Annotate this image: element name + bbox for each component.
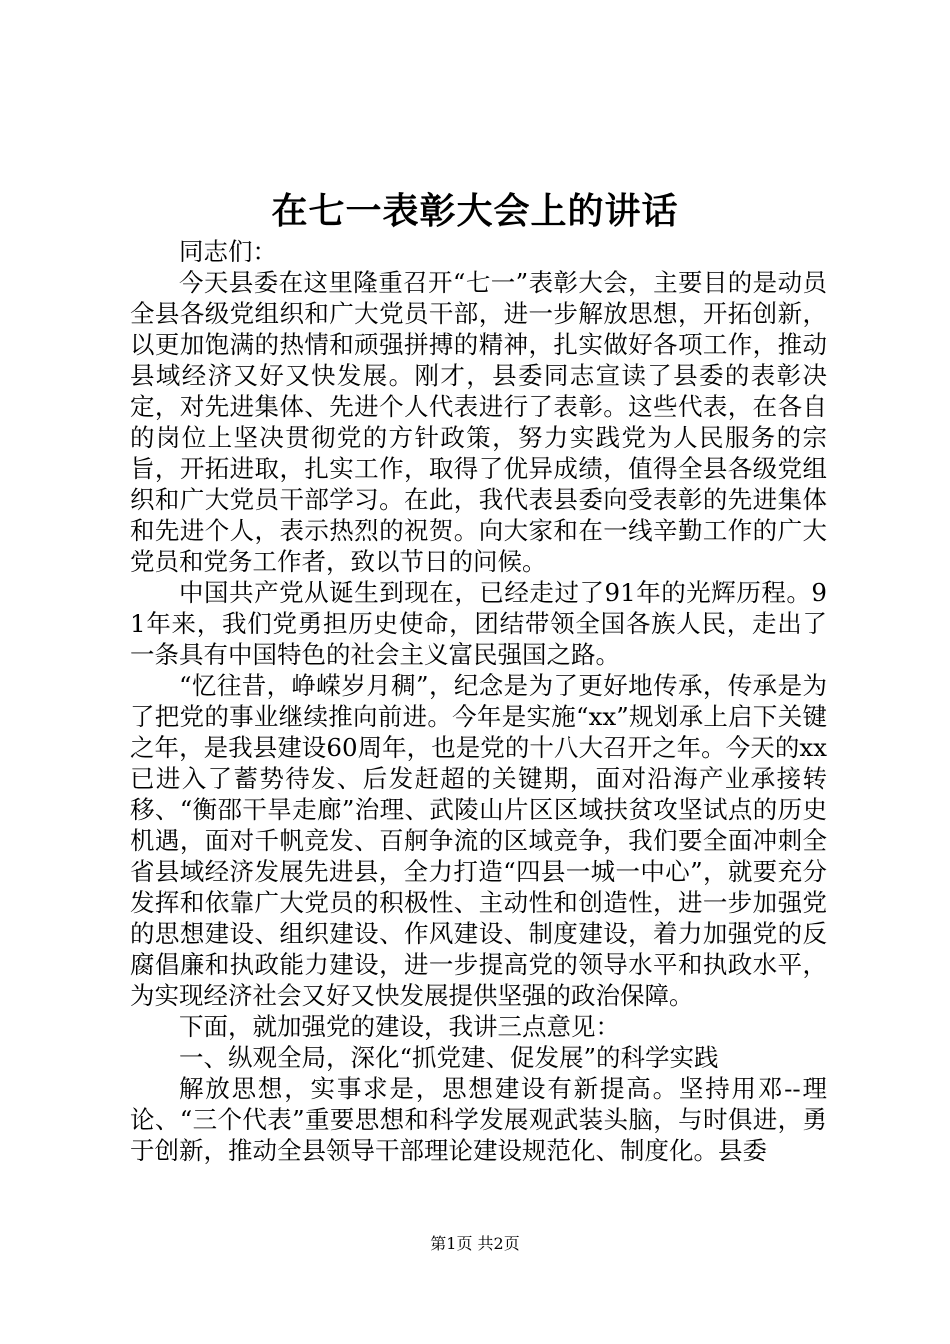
document-body (130, 236, 827, 1166)
salutation-paragraph: 同志们： (179, 237, 277, 266)
section-heading-1: 一、纵观全局，深化“抓党建、促发展”的科学实践 (179, 1043, 719, 1072)
history-paragraph: 中国共产党从诞生到现在，已经走过了91年的光辉历程。91年来，我们党勇担历史使命，团结带领全国各族人民，走出了一条具有中国特色的社会主义富民强国之路。 (130, 578, 827, 669)
mission-paragraph: “忆往昔，峥嵘岁月稠”，纪念是为了更好地传承，传承是为了把党的事业继续推向前进。今年是实施“xx”规划承上启下关键之年，是我县建设60周年，也是党的十八大召开之年。今天的xx已进入了蓄势待发、后发赶超的关键期，面对沿海产业承接转移、“衡邵干旱走廊”治理、武陵山片区区域扶贫攻坚试点的历史机遇，面对千帆竞发、百舸争流的区域竞争，我们要全面冲刺全省县域经济发展先进县，全力打造“四县一城一中心”，就要充分发挥和依靠广大党员的积极性、主动性和创造性，进一步加强党的思想建设、组织建设、作风建设、制度建设，着力加强党的反腐倡廉和执政能力建设，进一步提高党的领导水平和执政水平，为实现经济社会又好又快发展提供坚强的政治保障。 (130, 671, 827, 1010)
opening-paragraph: 今天县委在这里隆重召开“七一”表彰大会，主要目的是动员全县各级党组织和广大党员干部，进一步解放思想，开拓创新，以更加饱满的热情和顽强拼搏的精神，扎实做好各项工作，推动县域经济又好又快发展。刚才，县委同志宣读了县委的表彰决定，对先进集体、先进个人代表进行了表彰。这些代表，在各自的岗位上坚决贯彻党的方针政策，努力实践党为人民服务的宗旨，开拓进取，扎实工作，取得了优异成绩，值得全县各级党组织和广大党员干部学习。在此，我代表县委向受表彰的先进集体和先进个人，表示热烈的祝贺。向大家和在一线辛勤工作的广大党员和党务工作者，致以节日的问候。 (130, 268, 827, 576)
document-title: 在七一表彰大会上的讲话 (271, 190, 679, 232)
page-footer: 第1页 共2页 (430, 1234, 520, 1253)
intro-points-paragraph: 下面，就加强党的建设，我讲三点意见： (179, 1012, 620, 1041)
section-1-paragraph: 解放思想，实事求是，思想建设有新提高。坚持用邓--理论、“三个代表”重要思想和科学发展观武装头脑，与时俱进，勇于创新，推动全县领导干部理论建设规范化、制度化。县委 (130, 1074, 827, 1165)
